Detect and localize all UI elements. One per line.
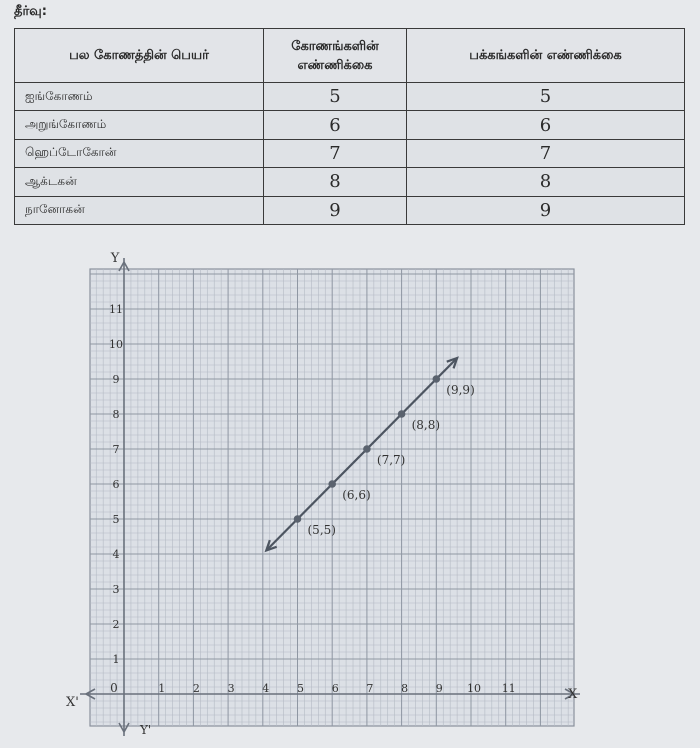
x-tick-label: 1 [158,682,166,695]
data-point [433,375,441,383]
polygon-name: அறுங்கோணம் [15,111,264,139]
y-tick-label: 9 [112,373,120,386]
y-tick-label: 6 [112,478,120,491]
data-point [294,515,302,523]
polygon-name: ஹெப்டோகோன் [15,139,264,167]
y-axis-label: Y [110,251,120,266]
x-tick-label: 8 [401,682,409,695]
sides-count: 7 [407,139,685,167]
y-tick-label: 4 [112,548,120,561]
x-tick-label: 5 [297,682,304,695]
x-tick-label: 10 [467,682,481,695]
x-tick-label: 9 [435,682,443,695]
x-tick-label: 4 [262,682,270,695]
polygon-name: ஐங்கோணம் [15,83,264,111]
y-tick-label: 8 [112,408,120,421]
table-row [15,111,685,139]
table-row [15,139,685,167]
table-header-row [15,29,685,83]
sides-count: 9 [407,196,685,224]
sides-count: 8 [407,168,685,196]
x-tick-label: 6 [331,682,339,695]
x-axis-label: X [568,687,578,702]
polygon-name: ஆக்டகன் [15,168,264,196]
sides-count: 6 [407,111,685,139]
polygon-name: நானோகன் [15,196,264,224]
graph-chart [0,236,700,748]
x-tick-label: 3 [227,682,235,695]
table-row [15,196,685,224]
header-sides-count: பக்கங்களின் எண்ணிக்கை [407,29,685,83]
angles-count: 8 [264,168,407,196]
x-tick-label: 2 [192,682,200,695]
y-neg-axis-label: Y' [140,723,152,737]
solution-heading: தீர்வு: [14,4,47,19]
y-tick-label: 7 [112,443,120,456]
data-label: (7,7) [376,453,406,467]
data-point [328,480,336,488]
angles-count: 9 [264,196,407,224]
origin-label: 0 [110,681,118,695]
y-tick-label: 2 [112,618,120,631]
angles-count: 5 [264,83,407,111]
angles-count: 6 [264,111,407,139]
data-label: (5,5) [307,523,336,537]
data-label: (8,8) [411,418,441,432]
data-label: (6,6) [342,488,371,502]
y-tick-label: 10 [109,338,123,351]
y-tick-label: 3 [112,583,120,596]
header-polygon-name: பல கோணத்தின் பெயர் [15,29,264,83]
header-angles-count: கோணங்களின் எண்ணிக்கை [264,29,407,83]
sides-count: 5 [407,83,685,111]
y-tick-label: 1 [112,653,120,666]
y-tick-label: 5 [112,513,120,526]
data-point [398,410,406,418]
x-tick-label: 11 [501,682,516,695]
x-tick-label: 7 [366,682,374,695]
x-neg-axis-label: X' [66,695,79,710]
table-row [15,83,685,111]
angles-count: 7 [264,139,407,167]
data-label: (9,9) [446,383,475,397]
y-tick-label: 11 [109,303,123,316]
table-row [15,168,685,196]
data-point [363,445,371,453]
polygon-table [14,28,685,225]
